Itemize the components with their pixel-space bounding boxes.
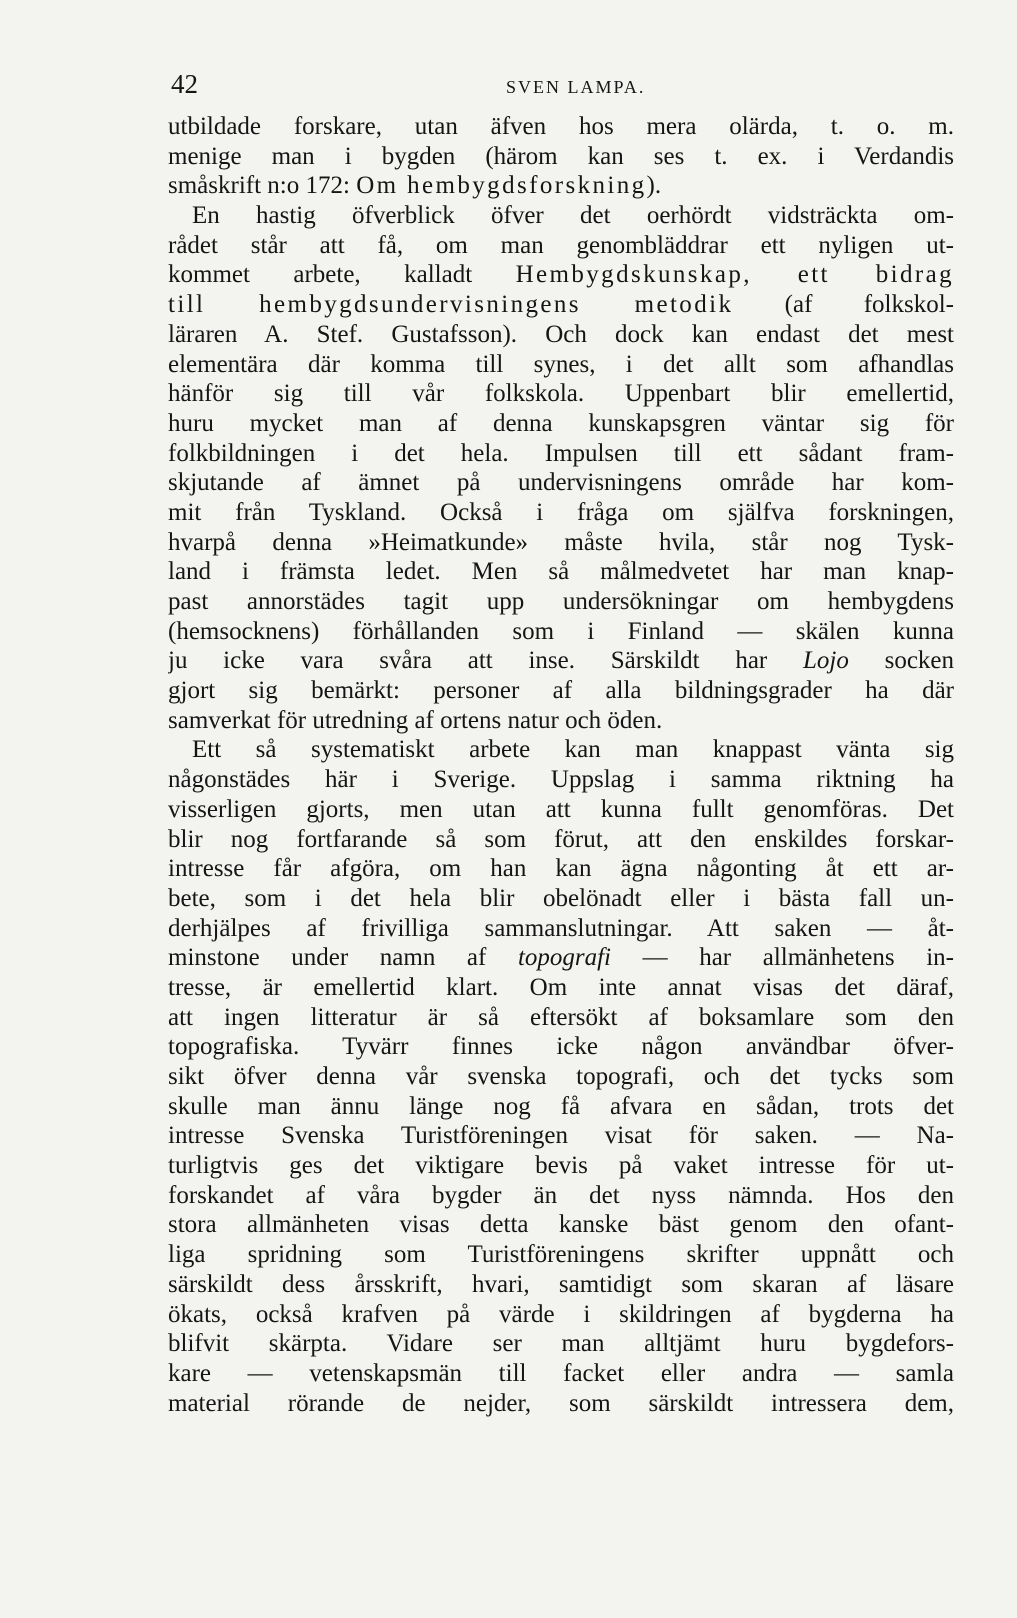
text-line: menige man i bygden (härom kan ses t. ex. i Verdandis (168, 142, 954, 170)
text-line: elementära där komma till synes, i det allt som afhandlas (168, 350, 954, 378)
text-line: liga spridning som Turistföreningens skrifter uppnått och (168, 1241, 954, 1269)
text-line: Ett så systematiskt arbete kan man knappast vänta sig (192, 736, 954, 764)
text-line (168, 171, 954, 201)
text-span: ). (646, 172, 662, 200)
text-line: ökats, också krafven på värde i skildringen af bygderna ha (168, 1300, 954, 1328)
text-line: samverkat för utredning af ortens natur och öden. (168, 706, 663, 734)
text-line: material rörande de nejder, som särskildt intressera dem, (168, 1389, 954, 1417)
body-text (168, 112, 954, 1418)
text-line: land i främsta ledet. Men så målmedvetet har man knap- (168, 558, 954, 586)
text-line: kare — vetenskapsmän till facket eller andra — samla (168, 1359, 954, 1387)
text-line: bete, som i det hela blir obelönadt eller i bästa fall un- (168, 884, 954, 912)
text-line: visserligen gjorts, men utan att kunna fullt genomföras. Det (168, 795, 954, 823)
text-line: topografiska. Tyvärr finnes icke någon användbar öfver- (168, 1033, 954, 1061)
text-line (168, 290, 954, 320)
text-line: utbildade forskare, utan äfven hos mera olärda, t. o. m. (168, 113, 954, 140)
text-line: turligtvis ges det viktigare bevis på vaket intresse för ut- (168, 1152, 954, 1180)
text-line: intresse Svenska Turistföreningen visat för saken. — Na- (168, 1122, 954, 1150)
italic-term: topografi (517, 944, 612, 972)
text-line (168, 260, 954, 290)
text-line: skulle man ännu länge nog få afvara en sådan, trots det (168, 1092, 954, 1120)
text-line: mit från Tyskland. Också i fråga om själfva forskningen, (168, 498, 954, 526)
text-line: (hemsocknens) förhållanden som i Finland — skälen kunna (168, 617, 954, 645)
text-span: ju icke vara svåra att inse. Särskildt har (168, 647, 803, 675)
text-line: stora allmänheten visas detta kanske bäst genom den ofant- (168, 1211, 954, 1239)
text-line: särskildt dess årsskrift, hvari, samtidigt som skaran af läsare (168, 1270, 954, 1298)
text-line: hvarpå denna »Heimatkunde» måste hvila, står nog Tysk- (168, 528, 954, 556)
text-line: folkbildningen i det hela. Impulsen till ett sådant fram- (168, 439, 954, 467)
text-line: derhjälpes af frivilliga sammanslutningar. Att saken — åt- (168, 914, 954, 942)
text-span: minstone under namn af (168, 944, 518, 972)
spaced-title: Om hembygdsforskning (356, 172, 647, 200)
text-line: hänför sig till vår folkskola. Uppenbart blir emellertid, (168, 380, 954, 408)
text-span: (af folkskol- (733, 291, 954, 319)
text-line: gjort sig bemärkt: personer af alla bildningsgrader ha där (168, 677, 954, 705)
text-line: intresse får afgöra, om han kan ägna någonting åt ett ar- (168, 855, 954, 883)
text-line: att ingen litteratur är så eftersökt af boksamlare som den (168, 1003, 954, 1031)
text-span: småskrift n:o 172: (168, 172, 357, 200)
spaced-title: Hembygdskunskap, ett bidrag (515, 261, 954, 289)
text-line: rådet står att få, om man genombläddrar ett nyligen ut- (168, 231, 954, 259)
text-span: socken (848, 647, 954, 675)
text-line: läraren A. Stef. Gustafsson). Och dock kan endast det mest (168, 320, 954, 348)
text-line: En hastig öfverblick öfver det oerhördt vidsträckta om- (192, 202, 954, 230)
text-line: huru mycket man af denna kunskapsgren väntar sig för (168, 409, 954, 437)
text-line: past annorstädes tagit upp undersökningar om hembygdens (168, 588, 954, 615)
text-line: blifvit skärpta. Vidare ser man alltjämt huru bygdefors- (168, 1330, 954, 1358)
text-line: blir nog fortfarande så som förut, att den enskildes forskar- (168, 825, 954, 853)
spaced-title: till hembygdsundervisningens metodik (168, 291, 734, 319)
text-line: tresse, är emellertid klart. Om inte annat visas det däraf, (168, 973, 954, 1001)
text-line: forskandet af våra bygder än det nyss nämnda. Hos den (168, 1181, 954, 1209)
italic-term: Lojo (803, 647, 849, 675)
text-line: någonstädes här i Sverige. Uppslag i samma riktning ha (168, 766, 954, 794)
text-line: skjutande af ämnet på undervisningens område har kom- (168, 469, 954, 497)
text-line (168, 646, 954, 676)
text-line: sikt öfver denna vår svenska topografi, och det tycks som (168, 1063, 954, 1090)
text-span: — har allmänhetens in- (611, 944, 954, 972)
text-span: kommet arbete, kalladt (168, 261, 516, 289)
text-line (168, 943, 954, 973)
book-page: 42 SVEN LAMPA. utbildade forskare, utan äfven hos mera olärda, t. o. m. menige man i bygden (härom kan ses t. ex. i Verdandis småskrift n:o 172: Om hembygdsforskning). En hastig öfverblick öfver det oerhördt vidsträckta om- rådet står att få, om man genombläddrar ett nyligen ut- kommet arbete, kalladt Hembygdskunskap, ett bidrag till hembygdsundervisningens metodik (af folkskol- läraren A. Stef. Gustafsson). Och dock kan endast det mest elementära där komma till synes, i det allt som afhandlas hänför sig till vår folkskola. Uppenbart blir emellertid, huru mycket man af denna kunskapsgren väntar sig för folkbildningen i det hela. Impulsen till ett sådant fram- skjutande af ämnet på undervisningens område har kom- mit från Tyskland. Också i fråga om själfva forskningen, hvarpå denna »Heimatkunde» måste hvila, står nog Tysk- land i främsta ledet. Men så målmedvetet har man knap- past annorstädes tagit upp undersökningar om hembygdens (hemsocknens) förhållanden som i Finland — skälen kunna ju icke vara svåra att inse. Särskildt har Lojo socken gjort sig bemärkt: personer af alla bildningsgrader ha där samverkat för utredning af ortens natur och öden. Ett så systematiskt arbete kan man knappast vänta sig någonstädes här i Sverige. Uppslag i samma riktning ha visserligen gjorts, men utan att kunna fullt genomföras. Det blir nog fortfarande så som förut, att den enskildes forskar- intresse får afgöra, om han kan ägna någonting åt ett ar- bete, som i det hela blir obelönadt eller i bästa fall un- derhjälpes af frivilliga sammanslutningar. Att saken — åt- minstone under namn af topografi — har allmänhetens in- tresse, är emellertid klart. Om inte annat visas det däraf, att ingen litteratur är så eftersökt af boksamlare som den topografiska. Tyvärr finnes icke någon användbar öfver- sikt öfver denna vår svenska topografi, och det tycks som skulle man ännu länge nog få afvara en sådan, trots det intresse Svenska Turistföreningen visat för saken. — Na- turligtvis ges det viktigare bevis på vaket intresse för ut- forskandet af våra bygder än det nyss nämnda. Hos den stora allmänheten visas detta kanske bäst genom den ofant- liga spridning som Turistföreningens skrifter uppnått och särskildt dess årsskrift, hvari, samtidigt som skaran af läsare ökats, också krafven på värde i skildringen af bygderna ha blifvit skärpta. Vidare ser man alltjämt huru bygdefors- kare — vetenskapsmän till facket eller andra — samla material rörande de nejder, som särskildt intressera dem, (168, 69, 954, 1417)
page-number: 42 (171, 69, 198, 99)
